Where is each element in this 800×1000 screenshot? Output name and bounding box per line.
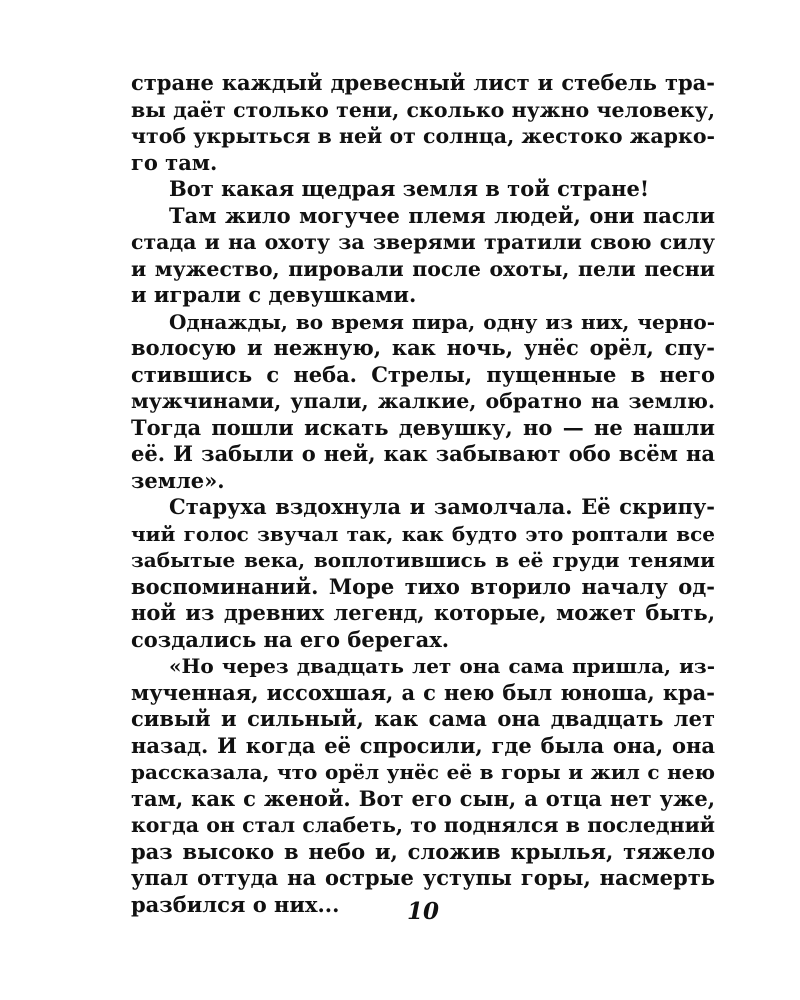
text-line: Вот какая щедрая земля в той стране! (169, 176, 650, 201)
text-line: го там. (131, 149, 218, 175)
body-text (131, 70, 715, 918)
text-line: стившись с неба. Стрелы, пущенные в него (131, 361, 715, 387)
paragraph (131, 309, 715, 495)
text-line: мученная, иссохшая, а с нею был юноша, кра- (131, 679, 715, 705)
paragraph (131, 70, 715, 176)
text-line: раз высоко в небо и, сложив крылья, тяжело (131, 838, 715, 864)
paragraph (131, 653, 715, 918)
text-line: «Но через двадцать лет она сама пришла, из- (169, 654, 715, 678)
text-line: сивый и сильный, как сама она двадцать лет (131, 706, 715, 731)
text-line: создались на его берегах. (131, 626, 450, 652)
text-line: стране каждый древесный лист и стебель тра- (131, 70, 715, 95)
paragraph (131, 203, 715, 309)
text-line: рассказала, что орёл унёс её в горы и жил с нею (131, 760, 715, 784)
text-line: мужчинами, упали, жалкие, обратно на землю. (131, 389, 715, 413)
text-line: и мужество, пировали после охоты, пели песни (131, 256, 715, 281)
text-line: когда он стал слабеть, то поднялся в последний (131, 813, 715, 837)
text-line: воспоминаний. Море тихо вторило началу од- (131, 573, 715, 599)
paragraph (131, 494, 715, 653)
paragraph (131, 176, 715, 203)
page-number: 10 (406, 898, 439, 925)
text-line: чий голос звучал так, как будто это роптали все (131, 521, 715, 546)
text-line: разбился о них... (131, 891, 340, 917)
text-line: земле». (131, 467, 225, 493)
text-line: Тогда пошли искать девушку, но — не нашли (131, 414, 715, 440)
text-line: Однажды, во время пира, одну из них, черно- (169, 309, 715, 334)
text-line: назад. И когда её спросили, где была она, она (131, 732, 715, 758)
text-line: Старуха вздохнула и замолчала. Её скрипу- (169, 494, 715, 519)
text-line: стада и на охоту за зверями тратили свою силу (131, 230, 715, 254)
text-line: Там жило могучее племя людей, они пасли (169, 202, 715, 228)
text-line: вы даёт столько тени, сколько нужно человеку, (131, 97, 715, 122)
text-line: ной из древних легенд, которые, может быть, (131, 600, 715, 625)
text-line: чтоб укрыться в ней от солнца, жестоко жарко- (131, 124, 715, 148)
text-line: там, как с женой. Вот его сын, а отца нет уже, (131, 785, 715, 811)
text-line: забытые века, воплотившись в её груди тенями (131, 548, 715, 572)
text-line: волосую и нежную, как ночь, унёс орёл, спу- (131, 335, 715, 360)
text-line: и играли с девушками. (131, 282, 417, 307)
text-line: упал оттуда на острые уступы горы, насмерть (131, 865, 715, 890)
text-line: её. И забыли о ней, как забывают обо всём на (131, 441, 715, 466)
